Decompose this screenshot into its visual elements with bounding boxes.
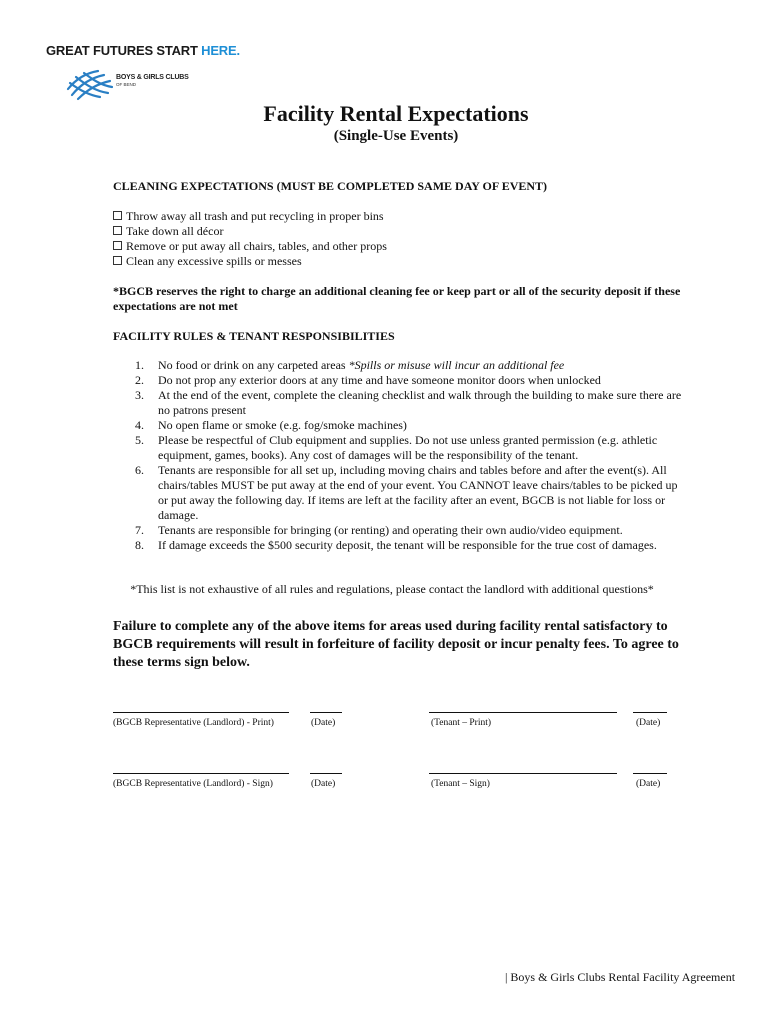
rule-item: [113, 418, 683, 433]
checklist-item-label: Throw away all trash and put recycling in proper bins: [126, 209, 384, 223]
tagline: [46, 43, 240, 58]
rule-number: 5.: [135, 433, 144, 447]
rule-item: [113, 523, 683, 538]
rule-number: 1.: [135, 358, 144, 372]
date-line[interactable]: [310, 712, 342, 713]
rule-text: At the end of the event, complete the cleaning checklist and walk through the building to make sure there are no patrons present: [158, 388, 682, 417]
rules-list: [113, 358, 683, 553]
rule-item: [113, 433, 683, 463]
tenant-sign-label: (Tenant – Sign): [431, 779, 490, 789]
rule-italic-note: *Spills or misuse will incur an additional fee: [348, 358, 565, 372]
checkbox-icon[interactable]: [113, 256, 122, 265]
rule-item: [113, 358, 683, 373]
tenant-print-label: (Tenant – Print): [431, 718, 492, 728]
rule-item: [113, 538, 683, 553]
page-footer: | Boys & Girls Clubs Rental Facility Agreement: [505, 970, 736, 984]
checklist-item: [113, 239, 387, 254]
landlord-print-label: (BGCB Representative (Landlord) - Print): [113, 718, 274, 728]
rule-number: 2.: [135, 373, 144, 387]
checklist-item: [113, 224, 387, 239]
agreement-statement: Failure to complete any of the above items for areas used during facility rental satisfactory to BGCB requirements will result in forfeiture of facility deposit or incur penalty fees. To agree to these terms sign below.: [113, 619, 679, 670]
rule-text: If damage exceeds the $500 security deposit, the tenant will be responsible for the true cost of damages.: [158, 538, 657, 552]
rule-number: 4.: [135, 418, 144, 432]
rule-text: Tenants are responsible for all set up, including moving chairs and tables before and after the event(s). All chairs/tables MUST be put away at the end of your event. You CANNOT leave chairs/tables to be picked up or put away the following day. If items are left at the facility after an event, BGCB is not liable for loss or damage.: [158, 463, 678, 522]
tagline-accent: HERE.: [201, 43, 240, 58]
date-line[interactable]: [633, 712, 667, 713]
landlord-sign-line[interactable]: [113, 773, 289, 774]
checklist-item-label: Remove or put away all chairs, tables, and other props: [126, 239, 387, 253]
checklist-item: [113, 209, 387, 224]
tagline-main: GREAT FUTURES START: [46, 43, 202, 58]
rule-number: 8.: [135, 538, 144, 552]
date-label: (Date): [636, 718, 661, 728]
rule-text: No food or drink on any carpeted areas: [158, 358, 349, 372]
checkbox-icon[interactable]: [113, 241, 122, 250]
landlord-sign-label: (BGCB Representative (Landlord) - Sign): [113, 779, 273, 789]
date-line[interactable]: [310, 773, 342, 774]
rule-text: Do not prop any exterior doors at any time and have someone monitor doors when unlocked: [158, 373, 601, 387]
tenant-print-line[interactable]: [429, 712, 617, 713]
rule-text: No open flame or smoke (e.g. fog/smoke machines): [158, 418, 407, 432]
checkbox-icon[interactable]: [113, 211, 122, 220]
rule-number: 6.: [135, 463, 144, 477]
date-label: (Date): [636, 779, 661, 789]
rule-item: [113, 388, 683, 418]
landlord-print-line[interactable]: [113, 712, 289, 713]
cleaning-fee-warning: *BGCB reserves the right to charge an additional cleaning fee or keep part or all of the security deposit if these expectations are not met: [113, 284, 681, 313]
logo-sub: OF BEND: [116, 82, 137, 87]
cleaning-checklist: [113, 209, 387, 269]
checklist-item-label: Clean any excessive spills or messes: [126, 254, 302, 268]
rule-number: 7.: [135, 523, 144, 537]
date-label: (Date): [311, 718, 336, 728]
checklist-item: [113, 254, 387, 269]
boys-girls-clubs-logo: [66, 65, 266, 101]
rule-text: Tenants are responsible for bringing (or renting) and operating their own audio/video equipment.: [158, 523, 623, 537]
page-title: Facility Rental Expectations: [263, 101, 529, 126]
disclaimer-note: *This list is not exhaustive of all rules and regulations, please contact the landlord with additional questions*: [130, 582, 654, 596]
date-line[interactable]: [633, 773, 667, 774]
cleaning-heading: CLEANING EXPECTATIONS (MUST BE COMPLETED SAME DAY OF EVENT): [113, 179, 548, 193]
rule-item: [113, 373, 683, 388]
date-label: (Date): [311, 779, 336, 789]
rule-item: [113, 463, 683, 523]
logo-name: BOYS & GIRLS CLUBS: [116, 74, 189, 81]
rule-text: Please be respectful of Club equipment and supplies. Do not use unless granted permission (e.g. athletic equipment, games, books). Any cost of damages will be the responsibility of the tenant.: [158, 433, 658, 462]
checkbox-icon[interactable]: [113, 226, 122, 235]
page-subtitle: (Single-Use Events): [333, 128, 459, 144]
rule-number: 3.: [135, 388, 144, 402]
rules-heading: FACILITY RULES & TENANT RESPONSIBILITIES: [113, 329, 395, 343]
checklist-item-label: Take down all décor: [126, 224, 224, 238]
tenant-sign-line[interactable]: [429, 773, 617, 774]
